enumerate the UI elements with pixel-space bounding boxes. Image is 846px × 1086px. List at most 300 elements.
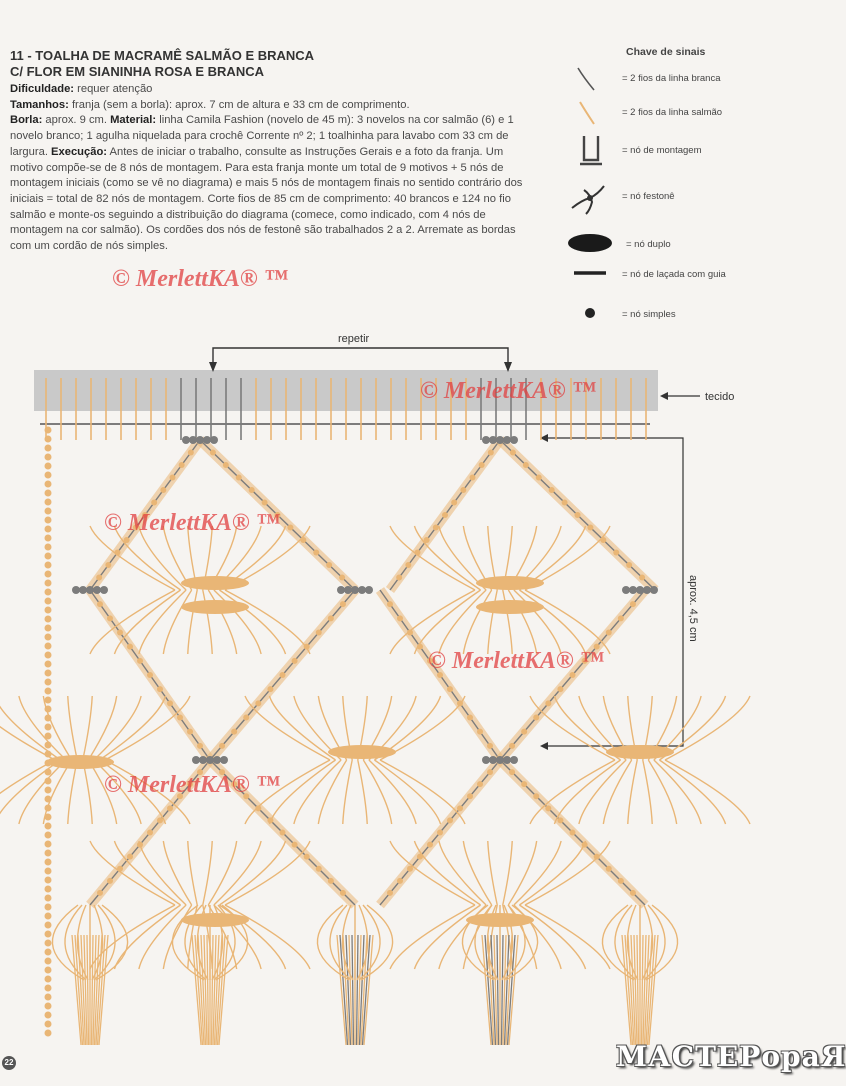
height-bracket: [542, 438, 683, 746]
festone-knot: [179, 462, 185, 468]
loop-strand: [665, 696, 750, 760]
key-label-guide-knot: = nó de laçada com guia: [622, 269, 726, 280]
festone-knot: [437, 830, 443, 836]
mounting-knot: [79, 586, 87, 594]
loop-strand: [503, 590, 512, 654]
mounting-knot: [72, 586, 80, 594]
festone-knot: [262, 500, 268, 506]
edge-knot: [45, 733, 52, 740]
mounting-knot: [489, 756, 497, 764]
festone-knot: [487, 769, 493, 775]
fringe-strand: [352, 935, 354, 1045]
festone-knot: [188, 450, 194, 456]
festone-knot: [562, 500, 568, 506]
loop-strand: [554, 760, 620, 824]
title-line-2: C/ FLOR EM SIANINHA ROSA E BRANCA: [10, 64, 264, 79]
festone-knot: [287, 525, 293, 531]
festone-knot: [243, 715, 249, 721]
double-knot: [466, 913, 534, 927]
festone-knot: [467, 715, 473, 721]
festone-knot: [167, 700, 173, 706]
festone-knot: [618, 878, 624, 884]
festone-knot: [536, 475, 542, 481]
repeat-bracket: [213, 348, 508, 370]
fringe-strand: [212, 935, 214, 1045]
difficulty-value: requer atenção: [74, 83, 153, 95]
sizes-label: Tamanhos:: [10, 98, 69, 111]
loop-strand: [83, 760, 92, 824]
festone-knot: [407, 630, 413, 636]
festone-knot: [157, 686, 163, 692]
edge-knot: [45, 436, 52, 443]
loop-strand: [374, 760, 440, 824]
festone-knot: [115, 550, 121, 556]
loop-strand: [214, 590, 261, 654]
loop-strand: [414, 905, 480, 969]
edge-knot: [45, 796, 52, 803]
title-line-1: 11 - TOALHA DE MACRAMÊ SALMÃO E BRANCA: [10, 48, 315, 63]
festone-knot: [606, 630, 612, 636]
loop-strand: [219, 590, 285, 654]
fringe-strand: [497, 935, 499, 1045]
festone-knot: [340, 890, 346, 896]
loop-strand: [343, 760, 352, 824]
edge-knot: [45, 724, 52, 731]
festone-knot: [267, 686, 273, 692]
key-label-salmon-strand: = 2 fios da linha salmão: [622, 107, 723, 118]
festone-knot: [127, 854, 133, 860]
festone-knot: [521, 729, 527, 735]
loop-strand: [628, 760, 637, 824]
edge-knot: [45, 562, 52, 569]
mounting-knot: [337, 586, 345, 594]
festone-knot: [137, 658, 143, 664]
difficulty-label: Dificuldade:: [10, 83, 75, 95]
edge-knot: [45, 445, 52, 452]
fringe-strand: [207, 935, 209, 1045]
festone-knot: [170, 475, 176, 481]
festone-knot: [582, 842, 588, 848]
festone-knot: [521, 781, 527, 787]
edge-knot: [45, 931, 52, 938]
mounting-knot: [482, 436, 490, 444]
edge-knot: [45, 571, 52, 578]
festone-knot: [442, 512, 448, 518]
edge-knot: [45, 760, 52, 767]
double-knot: [181, 600, 249, 614]
mounting-knot: [358, 586, 366, 594]
festone-knot: [107, 878, 113, 884]
festone-knot: [457, 805, 463, 811]
edge-knot: [45, 472, 52, 479]
edge-knot: [45, 526, 52, 533]
edge-knot: [45, 490, 52, 497]
mounting-knot: [489, 436, 497, 444]
mounting-knot: [192, 756, 200, 764]
loop-strand: [139, 841, 186, 905]
festone-knot: [147, 672, 153, 678]
fringe-strand: [87, 935, 89, 1045]
loop-strand: [294, 760, 341, 824]
loop-strand: [358, 760, 367, 824]
festone-knot: [280, 672, 286, 678]
loop-strand: [665, 760, 750, 824]
mounting-knot: [199, 756, 207, 764]
edge-knot: [45, 877, 52, 884]
mounting-knot: [196, 436, 204, 444]
edge-knot: [45, 805, 52, 812]
festone-knot: [405, 562, 411, 568]
festone-knot: [105, 562, 111, 568]
festone-knot: [397, 615, 403, 621]
loop-strand: [203, 590, 212, 654]
edge-knot: [45, 949, 52, 956]
festone-knot: [451, 500, 457, 506]
festone-knot: [477, 781, 483, 787]
festone-knot: [267, 817, 273, 823]
loop-strand: [519, 590, 585, 654]
loop-strand: [488, 841, 497, 905]
festone-knot: [167, 805, 173, 811]
edge-knot: [45, 850, 52, 857]
festone-knot: [510, 450, 516, 456]
edge-knot: [45, 913, 52, 920]
edge-knot: [45, 1030, 52, 1037]
festone-knot: [570, 830, 576, 836]
edge-knot: [45, 544, 52, 551]
festone-knot: [160, 487, 166, 493]
mounting-knot: [482, 756, 490, 764]
edge-knot: [45, 1012, 52, 1019]
loop-strand: [214, 841, 261, 905]
mounting-knot: [643, 586, 651, 594]
mounting-knot: [213, 756, 221, 764]
festone-knot: [219, 743, 225, 749]
festone-knot: [210, 450, 216, 456]
festone-knot: [280, 830, 286, 836]
festone-knot: [626, 562, 632, 568]
loop-strand: [519, 841, 585, 905]
mounting-knot: [351, 586, 359, 594]
loop-strand: [514, 590, 561, 654]
festone-knot: [533, 793, 539, 799]
edge-knot: [45, 652, 52, 659]
edge-knot: [45, 976, 52, 983]
loop-strand: [579, 760, 626, 824]
loop-strand: [488, 590, 497, 654]
loop-strand: [643, 760, 652, 824]
edge-knot: [45, 535, 52, 542]
loop-strand: [219, 841, 285, 905]
festone-knot: [97, 890, 103, 896]
edge-knot: [45, 463, 52, 470]
repeat-label: repetir: [338, 333, 370, 345]
festone-knot: [147, 830, 153, 836]
festone-knot: [387, 890, 393, 896]
loop-strand: [503, 841, 512, 905]
key-label-simple-knot: = nó simples: [622, 309, 676, 320]
festone-knot: [415, 550, 421, 556]
festone-knot: [509, 769, 515, 775]
festone-knot: [467, 793, 473, 799]
festone-knot: [630, 890, 636, 896]
festone-knot: [447, 817, 453, 823]
festone-knot: [328, 878, 334, 884]
mounting-knot: [182, 436, 190, 444]
festone-knot: [557, 686, 563, 692]
festone-knot: [97, 601, 103, 607]
festone-knot: [533, 715, 539, 721]
festone-knot: [587, 525, 593, 531]
edge-knot: [45, 940, 52, 947]
fringe-strand: [637, 935, 639, 1045]
festone-knot: [117, 630, 123, 636]
festone-knot: [313, 550, 319, 556]
loop-strand: [0, 696, 61, 760]
festone-knot: [387, 601, 393, 607]
loop-strand: [114, 905, 180, 969]
loop-strand: [68, 760, 77, 824]
mounting-knot: [496, 756, 504, 764]
fringe-strand: [642, 935, 644, 1045]
watermark-5: © MerlettKA® ™: [104, 772, 280, 798]
festone-knot: [424, 537, 430, 543]
edge-knot: [45, 994, 52, 1001]
double-knot: [46, 755, 114, 769]
key-label-mounting-knot: = nó de montagem: [622, 145, 702, 156]
mounting-knot: [93, 586, 101, 594]
mounting-knot: [86, 586, 94, 594]
mounting-knot: [210, 436, 218, 444]
festone-knot: [487, 743, 493, 749]
mounting-knot: [650, 586, 658, 594]
loop-strand: [188, 841, 197, 905]
edge-knot: [45, 706, 52, 713]
festone-knot: [304, 644, 310, 650]
strand-layer: [0, 378, 750, 1045]
festone-knot: [594, 854, 600, 860]
material-label: Material:: [110, 114, 157, 127]
mounting-knot: [503, 756, 511, 764]
festone-knot: [304, 854, 310, 860]
festone-knot: [613, 550, 619, 556]
edge-knot: [45, 679, 52, 686]
edge-knot: [45, 841, 52, 848]
festone-knot: [127, 644, 133, 650]
edge-knot: [45, 832, 52, 839]
edge-knot: [45, 814, 52, 821]
key-title: Chave de sinais: [626, 46, 706, 58]
loop-strand: [19, 760, 66, 824]
festone-knot: [236, 475, 242, 481]
fringe-strand: [502, 935, 504, 1045]
edge-knot: [45, 751, 52, 758]
festone-knot: [639, 575, 645, 581]
festone-knot: [618, 615, 624, 621]
height-arrow-bottom: [540, 742, 548, 750]
festone-knot: [509, 743, 515, 749]
festone-knot: [606, 866, 612, 872]
loop-strand: [99, 696, 165, 760]
festone-knot: [397, 878, 403, 884]
loop-strand: [654, 760, 701, 824]
festone-knot: [177, 715, 183, 721]
festone-knot: [417, 644, 423, 650]
sizes-value: franja (sem a borla): aprox. 7 cm de altura e 33 cm de comprimento.: [68, 98, 410, 111]
edge-knot: [45, 634, 52, 641]
festone-knot: [488, 450, 494, 456]
double-knot: [181, 576, 249, 590]
mounting-knot: [496, 436, 504, 444]
festone-knot: [326, 562, 332, 568]
festone-knot: [549, 487, 555, 493]
festone-knot: [231, 729, 237, 735]
page-number: 22: [2, 1056, 16, 1070]
mounting-knot: [510, 756, 518, 764]
material-value: linha Camila Fashion (novelo de 45 m): 3 novelos na cor salmão (6) e 1 novelo branco; 1 agulha niquelada para crochê Corrente nº 2; 1 toalhinha para lavabo com 33 cm de largura.: [10, 114, 514, 158]
festone-knot: [255, 700, 261, 706]
edge-knot: [45, 607, 52, 614]
festone-knot: [300, 537, 306, 543]
festone-knot: [545, 805, 551, 811]
festone-knot: [433, 525, 439, 531]
edge-knot: [45, 598, 52, 605]
execution-value: Antes de iniciar o trabalho, consulte as Instruções Gerais e a foto da franja. Um motivo compõe-se de 8 nós de montagem. Para esta franja monte um total de 9 motivos + 5 nós de montagem iniciais (como se vê no diagrama) e mais 5 nós de montagem finais no sentido contrário dos iniciais = total de 82 nós de montagem. Corte fios de 85 cm de comprimento: 40 brancos e 124 no fio salmão e monte-os seguindo a distribuição do diagrama (comece, como indicado, com 4 nós de montagem na cor salmão). Os cordões dos nós de festonê são trabalhados 2 a 2. Arremate as bordas com um cordão de nós simples.: [10, 145, 523, 253]
execution-label: Execução:: [51, 145, 108, 158]
loop-strand: [439, 590, 486, 654]
loop-strand: [659, 760, 725, 824]
edge-knot: [45, 868, 52, 875]
festone-knot: [460, 487, 466, 493]
edge-knot: [45, 697, 52, 704]
tassel-label: Borla:: [10, 114, 43, 127]
festone-knot: [630, 601, 636, 607]
loop-strand: [68, 696, 77, 760]
edge-knot: [45, 508, 52, 515]
festone-knot: [407, 866, 413, 872]
double-knot: [328, 745, 396, 759]
loop-strand: [83, 696, 92, 760]
edge-knot: [45, 661, 52, 668]
festone-knot: [575, 512, 581, 518]
loop-strand: [188, 590, 197, 654]
height-label: aprox. 4,5 cm: [687, 575, 699, 642]
edge-knot: [45, 580, 52, 587]
festone-knot: [457, 700, 463, 706]
loop-strand: [19, 696, 66, 760]
edge-knot: [45, 823, 52, 830]
festone-knot: [197, 743, 203, 749]
festone-knot: [477, 729, 483, 735]
edge-knot: [45, 616, 52, 623]
loop-strand: [225, 905, 310, 969]
edge-knot: [45, 670, 52, 677]
tassel-value: aprox. 9 cm.: [42, 114, 111, 127]
loop-strand: [203, 841, 212, 905]
mounting-knot: [636, 586, 644, 594]
double-knot: [181, 913, 249, 927]
festone-knot: [137, 842, 143, 848]
edge-knot: [45, 625, 52, 632]
double-knot: [476, 576, 544, 590]
mounting-knot: [629, 586, 637, 594]
watermark-4: © MerlettKA® ™: [428, 648, 604, 674]
fabric-arrowhead: [660, 392, 668, 400]
festone-knot: [316, 630, 322, 636]
festone-knot: [328, 615, 334, 621]
fringe-strand: [92, 935, 94, 1045]
mounting-knot: [203, 436, 211, 444]
loop-strand: [94, 696, 141, 760]
edge-knot: [45, 859, 52, 866]
mounting-knot: [365, 586, 373, 594]
festone-knot: [117, 866, 123, 872]
mounting-knot: [220, 756, 228, 764]
festone-knot: [316, 866, 322, 872]
festone-knot: [124, 537, 130, 543]
edge-knot: [45, 1021, 52, 1028]
edge-knot: [45, 427, 52, 434]
mounting-knot: [344, 586, 352, 594]
edge-knot: [45, 886, 52, 893]
edge-knot: [45, 589, 52, 596]
festone-knot: [479, 462, 485, 468]
festone-knot: [96, 575, 102, 581]
edge-knot: [45, 643, 52, 650]
key-label-white-strand: = 2 fios da linha branca: [622, 73, 721, 84]
key-label-double-knot: = nó duplo: [626, 239, 671, 250]
festone-knot: [292, 658, 298, 664]
mounting-knot: [622, 586, 630, 594]
edge-knot: [45, 715, 52, 722]
festone-knot: [447, 686, 453, 692]
edge-knot: [45, 904, 52, 911]
festone-knot: [151, 500, 157, 506]
edge-knot: [45, 895, 52, 902]
watermark-3: © MerlettKA® ™: [104, 510, 280, 536]
festone-knot: [417, 854, 423, 860]
edge-knot: [45, 778, 52, 785]
mounting-knot: [503, 436, 511, 444]
loop-strand: [439, 841, 486, 905]
watermark-2: © MerlettKA® ™: [420, 378, 596, 404]
watermark-1: © MerlettKA® ™: [112, 266, 288, 292]
festone-knot: [523, 462, 529, 468]
fringe-strand: [357, 935, 359, 1045]
fabric-label: tecido: [705, 391, 735, 403]
festone-knot: [249, 487, 255, 493]
edge-knot: [45, 1003, 52, 1010]
loop-strand: [530, 760, 615, 824]
festone-knot: [223, 462, 229, 468]
festone-knot: [187, 729, 193, 735]
edge-knot: [45, 742, 52, 749]
festone-knot: [557, 817, 563, 823]
festone-knot: [545, 700, 551, 706]
loop-strand: [0, 760, 61, 824]
loop-strand: [269, 696, 335, 760]
loop-strand: [519, 905, 585, 969]
festone-knot: [339, 575, 345, 581]
festone-knot: [292, 842, 298, 848]
key-label-festone-knot: = nó festonê: [622, 191, 675, 202]
edge-knot: [45, 553, 52, 560]
edge-knot: [45, 769, 52, 776]
edge-knot: [45, 481, 52, 488]
festone-knot: [600, 537, 606, 543]
festone-knot: [427, 842, 433, 848]
loop-strand: [139, 590, 186, 654]
